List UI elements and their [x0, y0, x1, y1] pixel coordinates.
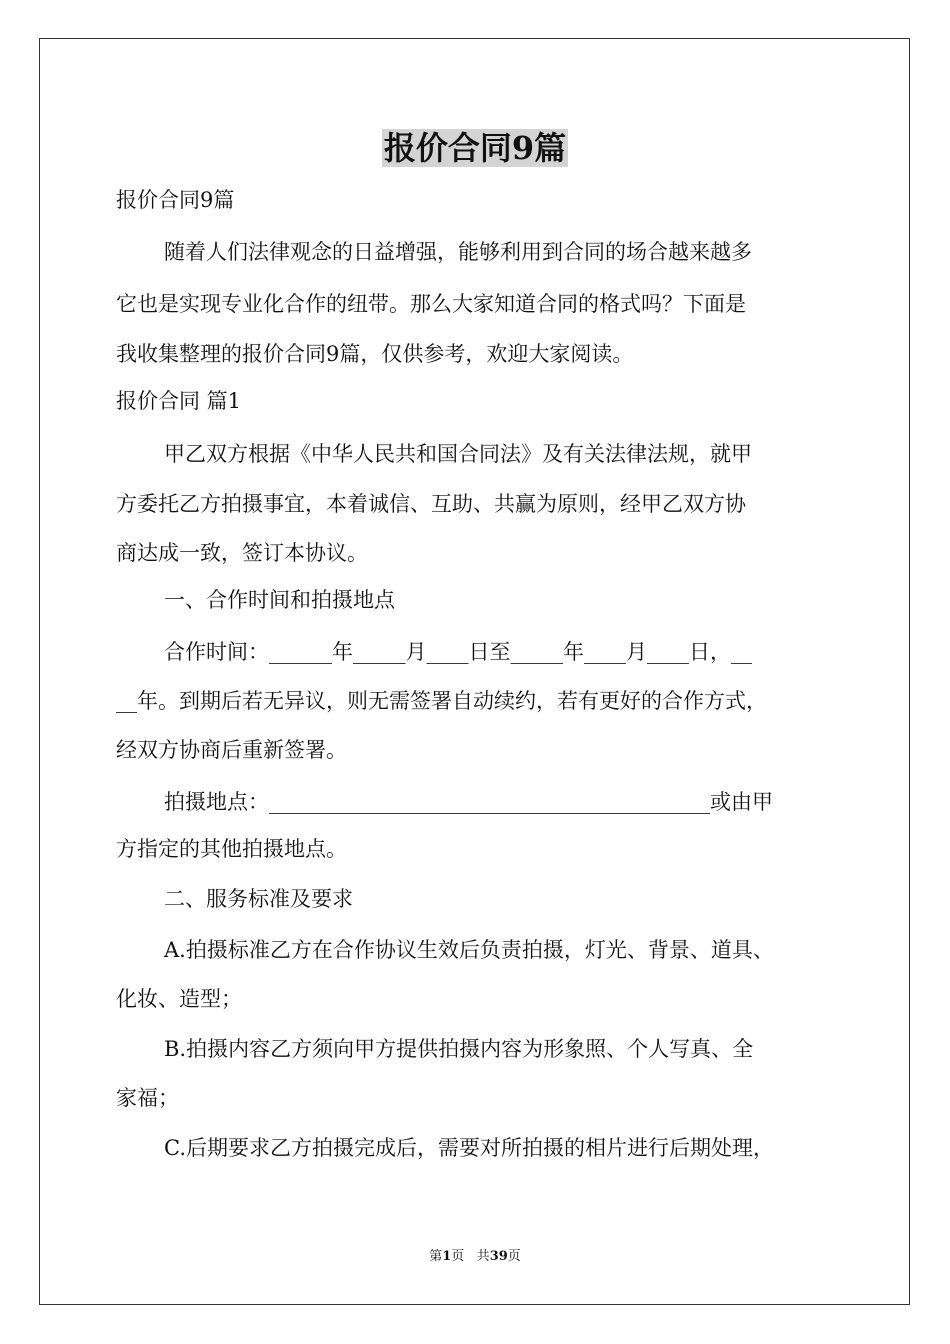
- item-c-line: C.后期要求乙方拍摄完成后，需要对所拍摄的相片进行后期处理，: [164, 1136, 774, 1160]
- shooting-location-line: 拍摄地点：__________________________________________或由甲: [164, 790, 773, 814]
- paragraph-line: 甲乙双方根据《中华人民共和国合同法》及有关法律法规，就甲: [164, 442, 752, 466]
- paragraph-line: __年。到期后若无异议，则无需签署自动续约，若有更好的合作方式，: [116, 689, 767, 713]
- intro-line-2: 它也是实现专业化合作的纽带。那么大家知道合同的格式吗？下面是: [116, 292, 746, 316]
- clause-heading-1: 一、合作时间和拍摄地点: [164, 588, 395, 612]
- total-unit: 页: [507, 1249, 521, 1264]
- paragraph-line: 家福；: [116, 1086, 179, 1110]
- paragraph-line: 化妆、造型；: [116, 987, 242, 1011]
- paragraph-line: 方委托乙方拍摄事宜，本着诚信、互助、共赢为原则，经甲乙双方协: [116, 492, 746, 516]
- page-number: 1: [442, 1249, 452, 1264]
- paragraph-line: 经双方协商后重新签署。: [116, 738, 347, 762]
- cooperation-time-line: 合作时间：______年_____月____日至_____年____月____日，__: [164, 640, 752, 664]
- item-b-line: B.拍摄内容乙方须向甲方提供拍摄内容为形象照、个人写真、全: [164, 1037, 754, 1061]
- total-pages: 39: [489, 1249, 508, 1264]
- page-footer: [0, 1248, 950, 1266]
- title-highlight: 报价合同9篇: [383, 129, 567, 167]
- subtitle-line: 报价合同9篇: [116, 188, 235, 212]
- clause-heading-2: 二、服务标准及要求: [164, 887, 353, 911]
- intro-line-1: 随着人们法律观念的日益增强，能够利用到合同的场合越来越多: [164, 240, 752, 264]
- page-border: [39, 38, 910, 1305]
- intro-line-3: 我收集整理的报价合同9篇，仅供参考，欢迎大家阅读。: [116, 342, 634, 366]
- page-prefix: 第: [429, 1249, 443, 1264]
- section-heading: 报价合同 篇1: [116, 389, 242, 413]
- item-a-line: A.拍摄标准乙方在合作协议生效后负责拍摄，灯光、背景、道具、: [164, 938, 774, 962]
- page-unit: 页: [451, 1249, 465, 1264]
- paragraph-line: 方指定的其他拍摄地点。: [116, 837, 347, 861]
- total-prefix: 共: [476, 1249, 490, 1264]
- document-title: [0, 126, 950, 170]
- paragraph-line: 商达成一致，签订本协议。: [116, 541, 368, 565]
